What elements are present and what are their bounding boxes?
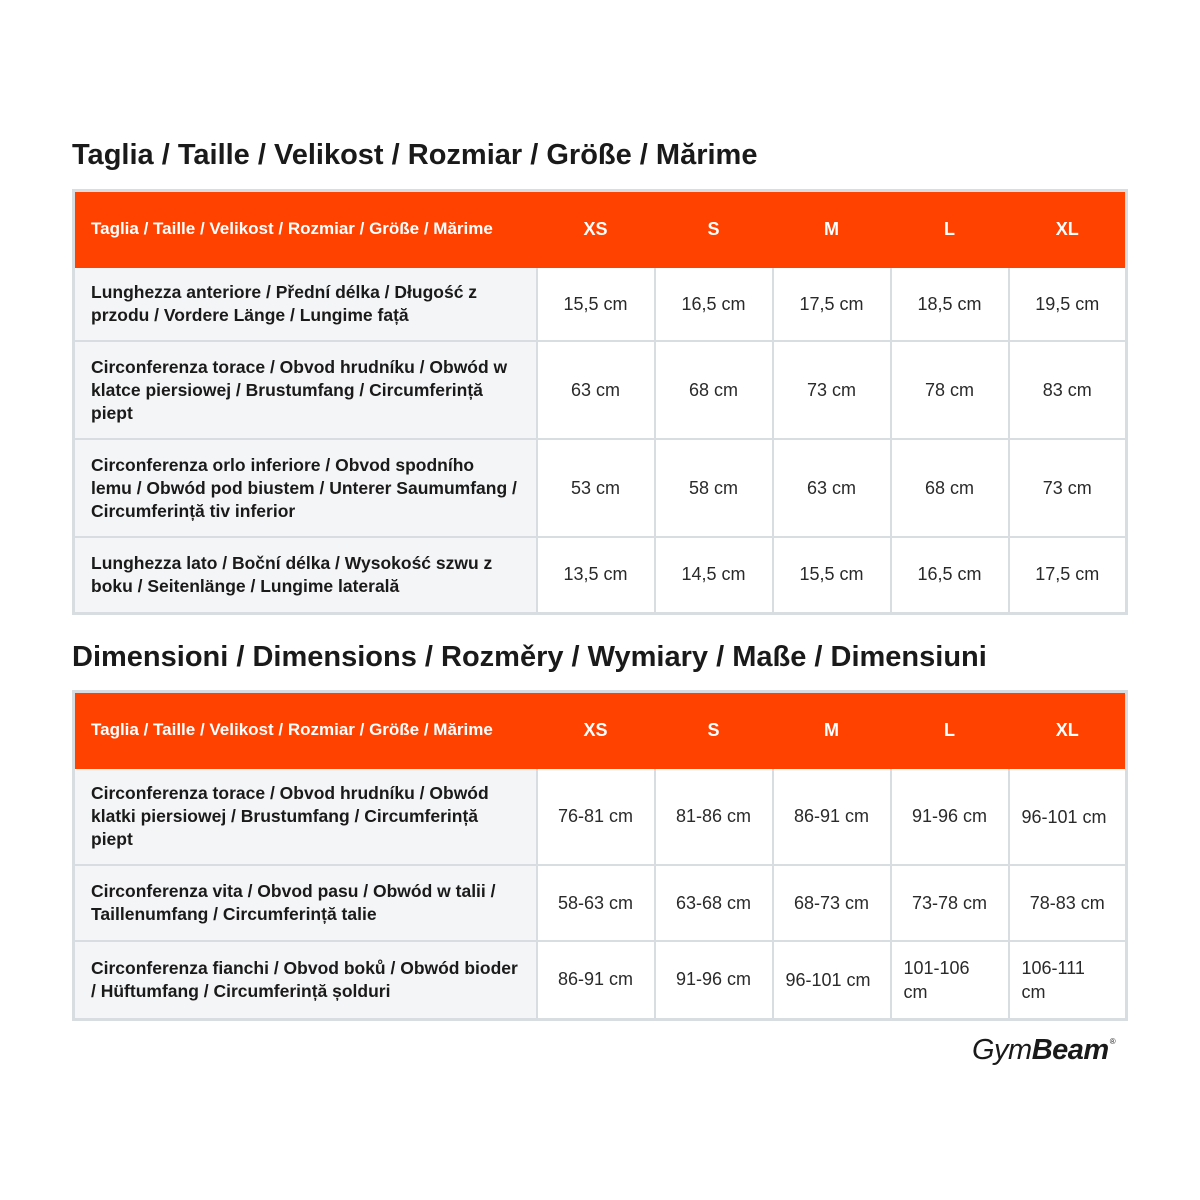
table-cell: 73 cm (1009, 439, 1127, 537)
table-cell: 78-83 cm (1009, 865, 1127, 941)
registered-mark: ® (1109, 1037, 1116, 1046)
table-cell: 68-73 cm (773, 865, 891, 941)
table-header-row (74, 191, 1127, 268)
table-cell: 96-101 cm (1009, 768, 1127, 865)
table-row (74, 865, 1127, 941)
table-cell: 16,5 cm (891, 537, 1009, 613)
logo-beam-text: Beam (1031, 1034, 1109, 1066)
table-cell: 68 cm (655, 341, 773, 439)
size-header-s: S (655, 692, 773, 769)
table-row (74, 941, 1127, 1019)
table-cell: 83 cm (1009, 341, 1127, 439)
row-label: Circonferenza torace / Obvod hrudníku / Obwód klatki piersiowej / Brustumfang / Circumferință piept (74, 768, 537, 865)
table-header-row (74, 692, 1127, 769)
size-header-xl: XL (1009, 692, 1127, 769)
size-header-xs: XS (537, 692, 655, 769)
table-cell: 106-111 cm (1009, 941, 1127, 1019)
size-section-title: Taglia / Taille / Velikost / Rozmiar / Größe / Mărime (72, 139, 758, 171)
size-header-m: M (773, 191, 891, 268)
size-header-xs: XS (537, 191, 655, 268)
table-cell: 81-86 cm (655, 768, 773, 865)
table-row (74, 439, 1127, 537)
header-label-cell: Taglia / Taille / Velikost / Rozmiar / Größe / Mărime (74, 692, 537, 769)
table-cell: 91-96 cm (655, 941, 773, 1019)
table-cell: 15,5 cm (537, 267, 655, 341)
table-cell: 58 cm (655, 439, 773, 537)
table-cell: 53 cm (537, 439, 655, 537)
table-cell: 86-91 cm (537, 941, 655, 1019)
table-cell: 16,5 cm (655, 267, 773, 341)
table-cell: 58-63 cm (537, 865, 655, 941)
dimension-table (72, 690, 1128, 1021)
table-cell: 96-101 cm (773, 941, 891, 1019)
table-cell: 13,5 cm (537, 537, 655, 613)
row-label: Lunghezza lato / Boční délka / Wysokość szwu z boku / Seitenlänge / Lungime laterală (74, 537, 537, 613)
table-cell: 76-81 cm (537, 768, 655, 865)
table-cell: 19,5 cm (1009, 267, 1127, 341)
table-cell: 91-96 cm (891, 768, 1009, 865)
header-label-cell: Taglia / Taille / Velikost / Rozmiar / Größe / Mărime (74, 191, 537, 268)
table-cell: 17,5 cm (1009, 537, 1127, 613)
size-header-xl: XL (1009, 191, 1127, 268)
size-table (72, 189, 1128, 615)
dimension-section-title: Dimensioni / Dimensions / Rozměry / Wymiary / Maße / Dimensiuni (72, 641, 987, 673)
table-cell: 14,5 cm (655, 537, 773, 613)
row-label: Circonferenza torace / Obvod hrudníku / Obwód w klatce piersiowej / Brustumfang / Circumferință piept (74, 341, 537, 439)
row-label: Lunghezza anteriore / Přední délka / Długość z przodu / Vordere Länge / Lungime față (74, 267, 537, 341)
row-label: Circonferenza orlo inferiore / Obvod spodního lemu / Obwód pod biustem / Unterer Saumumfang / Circumferință tiv inferior (74, 439, 537, 537)
table-row (74, 341, 1127, 439)
size-header-s: S (655, 191, 773, 268)
table-cell: 63 cm (537, 341, 655, 439)
table-cell: 63-68 cm (655, 865, 773, 941)
size-header-l: L (891, 692, 1009, 769)
row-label: Circonferenza fianchi / Obvod boků / Obwód bioder / Hüftumfang / Circumferință șolduri (74, 941, 537, 1019)
table-cell: 63 cm (773, 439, 891, 537)
logo-gym-text: Gym (972, 1034, 1032, 1066)
size-header-l: L (891, 191, 1009, 268)
size-header-m: M (773, 692, 891, 769)
table-cell: 73 cm (773, 341, 891, 439)
table-cell: 86-91 cm (773, 768, 891, 865)
table-row (74, 537, 1127, 613)
table-cell: 78 cm (891, 341, 1009, 439)
table-cell: 18,5 cm (891, 267, 1009, 341)
table-cell: 68 cm (891, 439, 1009, 537)
table-row (74, 267, 1127, 341)
table-row (74, 768, 1127, 865)
table-cell: 101-106 cm (891, 941, 1009, 1019)
table-cell: 15,5 cm (773, 537, 891, 613)
table-cell: 17,5 cm (773, 267, 891, 341)
table-cell: 73-78 cm (891, 865, 1009, 941)
gymbeam-logo (972, 1036, 1115, 1065)
row-label: Circonferenza vita / Obvod pasu / Obwód w talii / Taillenumfang / Circumferință talie (74, 865, 537, 941)
